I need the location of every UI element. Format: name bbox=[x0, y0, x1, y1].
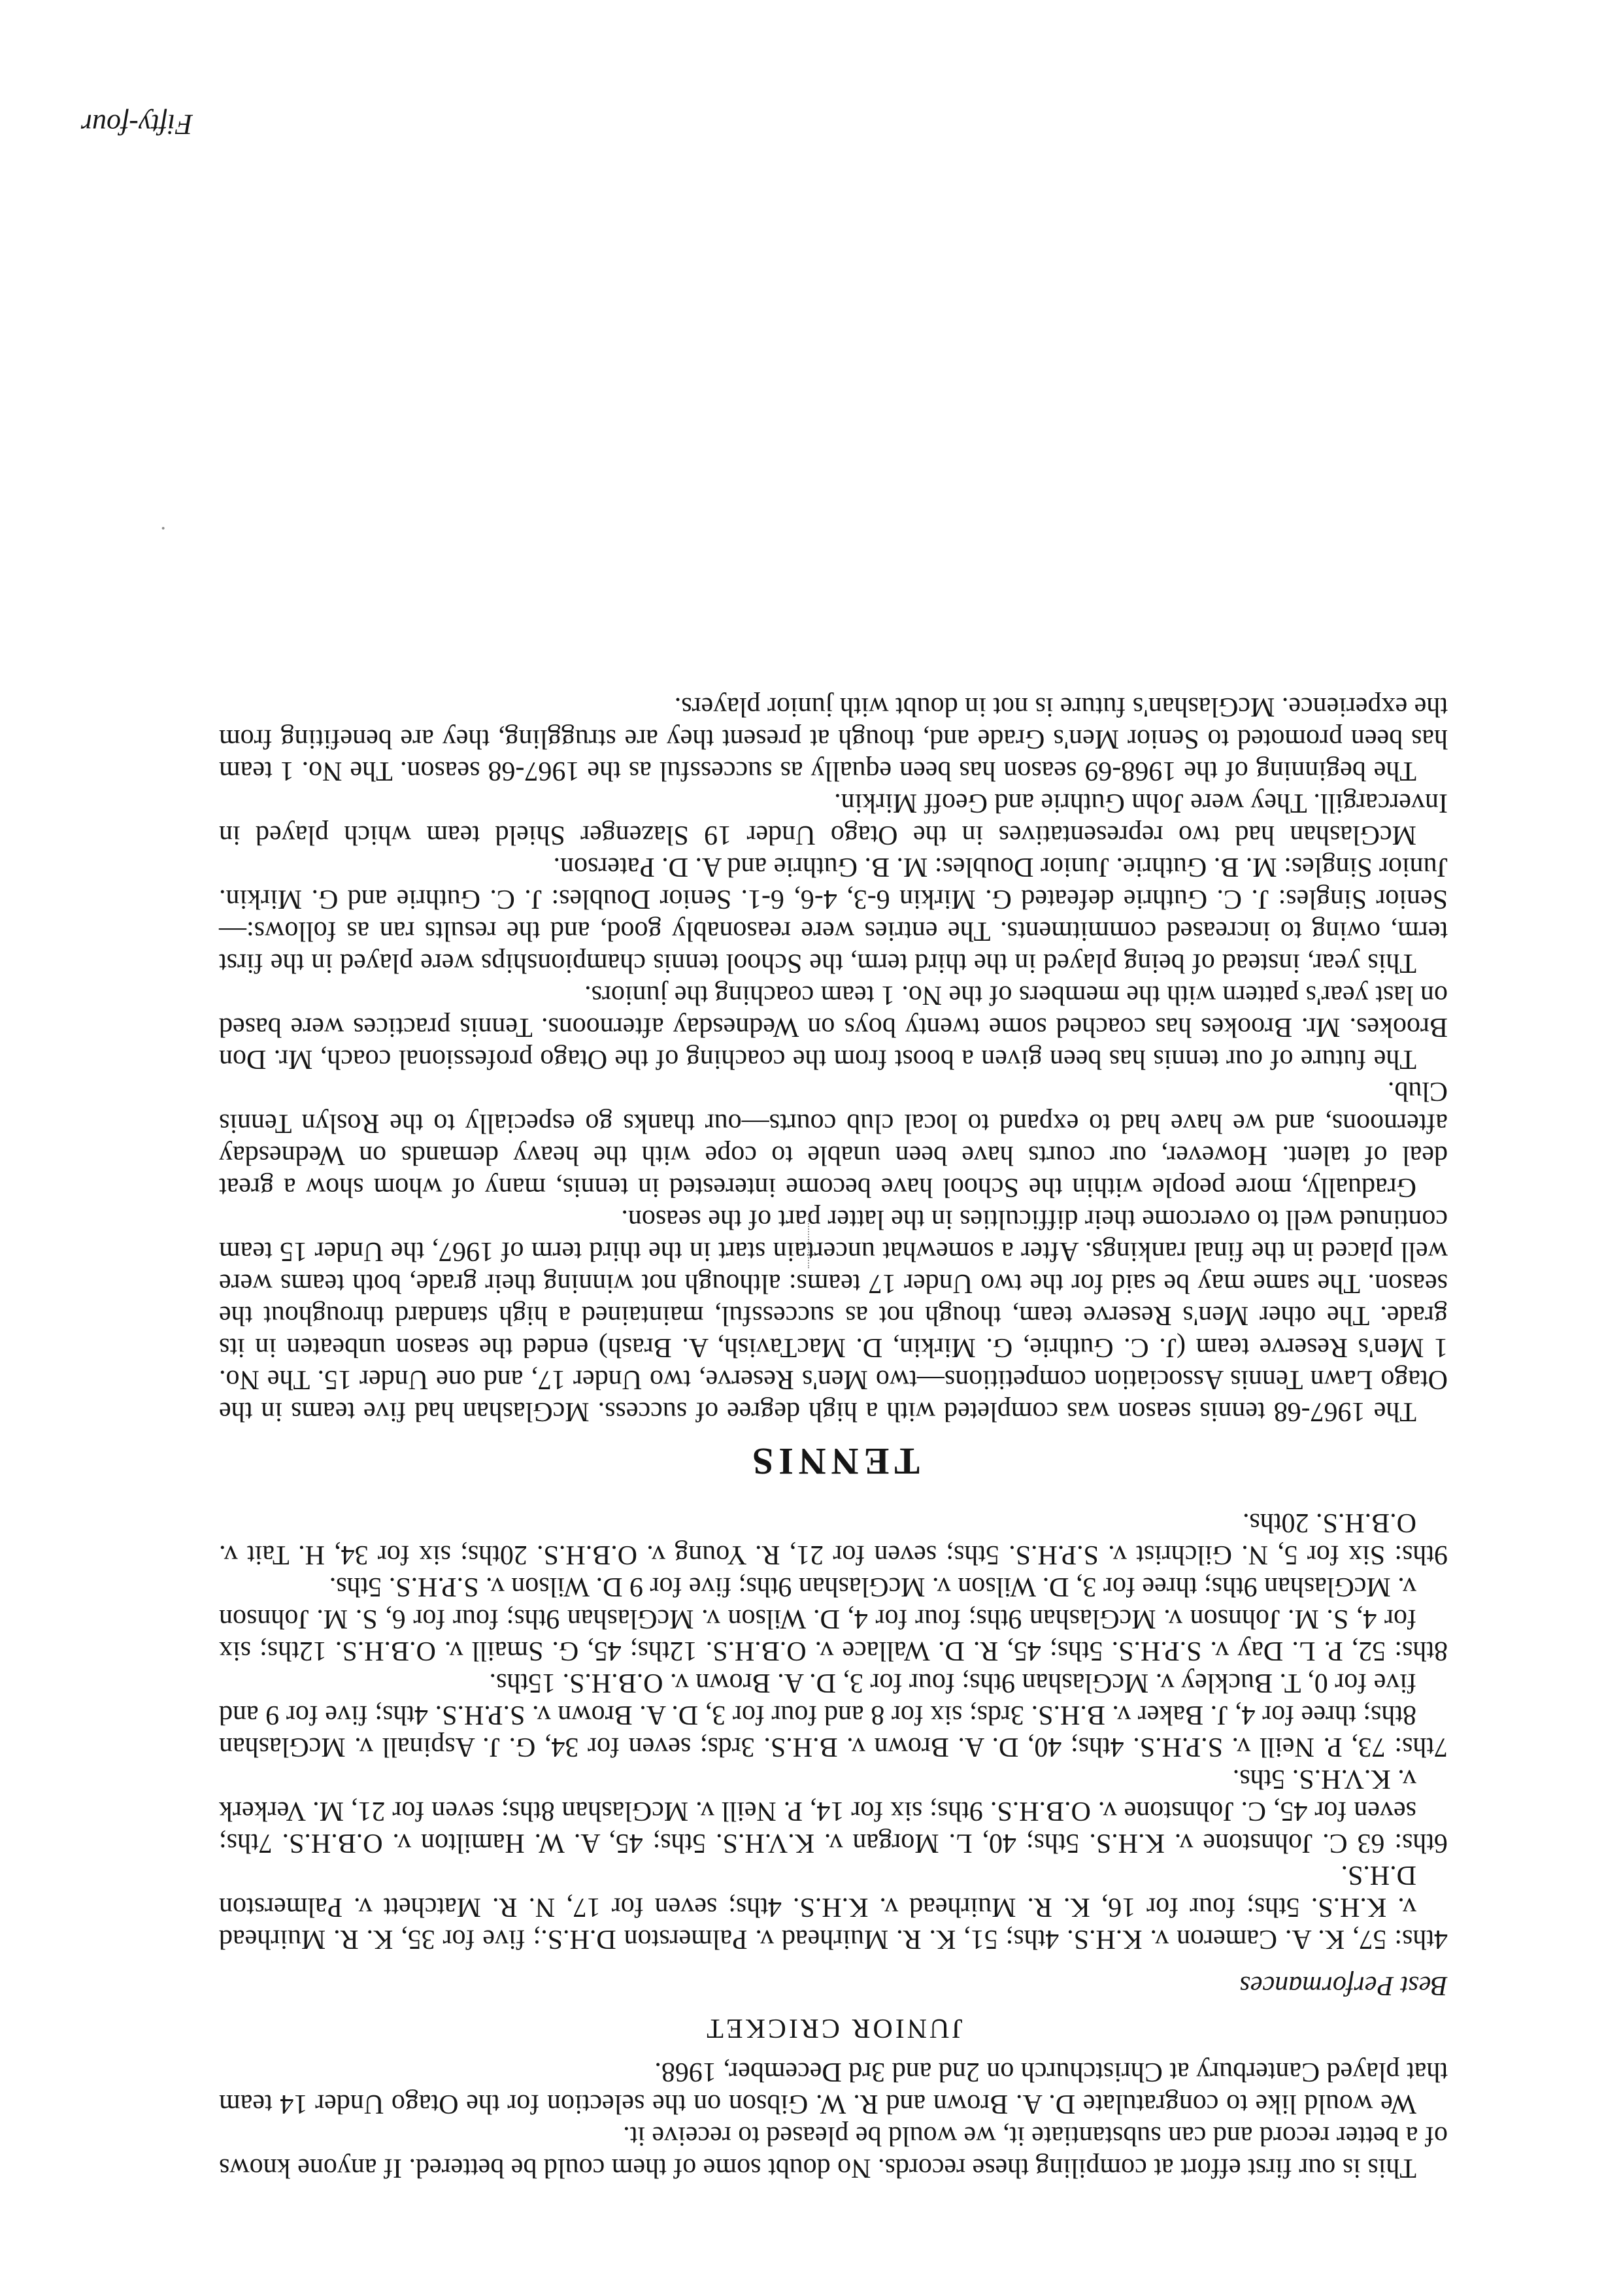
cricket-entry-8ths: 8ths: 52, P. L. Day v. S.P.H.S. 5ths; 45, R. D. Wallace v. O.B.H.S. 12ths; 45, G. Smaill v. O.B.H.S. 12ths; six for 4, S. M. Johnson v. McGlashan 9ths; four for 4, D. Wilson v. McGlashan 9ths; four for 6, S. M. Johnson v. McGlashan 9ths; three for 3, D. Wilson v. McGlashan 9ths; five for 9 D. Wilson v. S.P.H.S. 5ths. bbox=[219, 1572, 1448, 1666]
scan-speck: · bbox=[159, 516, 167, 541]
cricket-entry-6ths: 6ths: 63 C. Johnstone v. K.H.S. 5ths; 40, L. Morgan v. K.V.H.S. 5ths; 45, A. W. Hamilton v. O.B.H.S. 7ths; seven for 45, C. Johnstone v. O.B.H.S. 9ths; six for 14, P. Neill v. McGlashan 8ths; seven for 21, M. Verkerk v. K.V.H.S. 5ths. bbox=[219, 1764, 1448, 1858]
junior-cricket-heading: JUNIOR CRICKET bbox=[704, 2013, 963, 2043]
best-performances-subheading: Best Performances bbox=[1239, 1970, 1448, 2001]
scan-mark bbox=[808, 1216, 810, 1268]
tennis-paragraph-coaching: The future of our tennis has been given a boost from the coaching of the Otago professional coach, Mr. Don Brookes. Mr. Brookes has coached some twenty boys on Wednesday afternoons. Tennis practices were based on last year's pattern with the members of the No. 1 team coaching the juniors. bbox=[219, 980, 1448, 1074]
cricket-entry-9ths: 9ths: Six for 5, N. Gilchrist v. S.P.H.S. 5ths; seven for 21, R. Young v. O.B.H.S. 20ths; six for 34, H. Tait v. O.B.H.S. 20ths. bbox=[219, 1508, 1448, 1570]
tennis-paragraph-representatives: McGlashan had two representatives in the Otago Under 19 Slazenger Shield team which played in Invercargill. They were John Guthrie and Geoff Mirkin. bbox=[219, 788, 1448, 850]
tennis-paragraph-interest: Gradually, more people within the School have become interested in tennis, many of whom show a great deal of talent. However, our courts have been unable to cope with the heavy demands on Wednesday afternoons, and we have had to expand to local club courts—our thanks go especially to the Roslyn Tennis Club. bbox=[219, 1076, 1448, 1202]
tennis-paragraph-future: The beginning of the 1968-69 season has been equally as successful as the 1967-68 season. The No. 1 team has been promoted to Senior Men's Grade and, though at present they are struggling, they are benefiting from the experience. McGlashan's future is not in doubt with junior players. bbox=[219, 692, 1448, 786]
cricket-entry-7ths: 7ths: 73, P. Neill v. S.P.H.S. 4ths; 40, D. A. Brown v. B.H.S. 3rds; seven for 34, G. J. Aspinall v. McGlashan 8ths; three for 4, J. Baker v. B.H.S. 3rds; six for 8 and four for 3, D. A. Brown v. S.P.H.S. 4ths; five for 9 and five for 0, T. Buckley v. McGlashan 9ths; four for 3, D. A. Brown v. O.B.H.S. 15ths. bbox=[219, 1668, 1448, 1762]
page-number: Fifty-four bbox=[80, 109, 193, 141]
cricket-entry-4ths: 4ths: 57, K. A. Cameron v. K.H.S. 4ths; 51, K. R. Muirhead v. Palmerston D.H.S.; five for 35, K. R. Muirhead v. K.H.S. 5ths; four for 16, K. R. Muirhead v. K.H.S. 4ths; seven for 17, N. R. Matchett v. Palmerston D.H.S. bbox=[219, 1860, 1448, 1954]
tennis-paragraph-championships: This year, instead of being played in the third term, the School tennis championships were played in the first term, owing to increased commitments. The entries were reasonably good, and the results ran as follows:— Senior Singles: J. C. Guthrie defeated G. Mirkin 6-3, 4-6, 6-1. Senior Doubles: J. C. Guthrie and G. Mirkin. Junior Singles: M. B. Guthrie. Junior Doubles: M. B. Guthrie and A. D. Paterson. bbox=[219, 852, 1448, 978]
congratulations-paragraph: We would like to congratulate D. A. Brown and R. W. Gibson on the selection for the Otago Under 14 team that played Canterbury at Christchurch on 2nd and 3rd December, 1968. bbox=[219, 2057, 1448, 2119]
records-note-paragraph: This is our first effort at compiling these records. No doubt some of them could be bettered. If anyone knows of a better record and can substantiate it, we would be pleased to receive it. bbox=[219, 2121, 1448, 2183]
tennis-heading: TENNIS bbox=[747, 1440, 920, 1483]
tennis-paragraph-season: The 1967-68 tennis season was completed with a high degree of success. McGlashan had five teams in the Otago Lawn Tennis Association competitions—two Men's Reserve, two Under 17, and one Under 15. The No. 1 Men's Reserve team (J. C. Guthrie, G. Mirkin, D. MacTavish, A. Brash) ended the season unbeaten in its grade. The other Men's Reserve team, though not as successful, maintained a high standard throughout the season. The same may be said for the two Under 17 teams: although not winning their grade, both teams were well placed in the final rankings. After a somewhat uncertain start in the third term of 1967, the Under 15 team continued well to overcome their difficulties in the latter part of the season. bbox=[219, 1204, 1448, 1427]
page-content bbox=[219, 690, 1448, 2184]
